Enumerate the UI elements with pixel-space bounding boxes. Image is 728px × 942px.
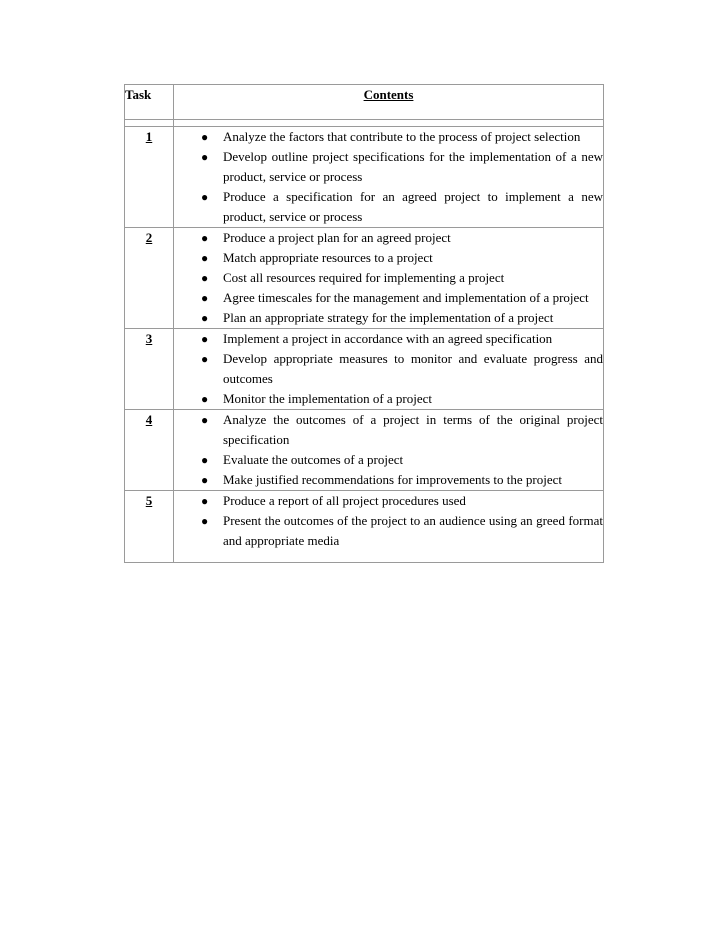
bullet-list <box>174 410 603 490</box>
list-item-text: Analyze the outcomes of a project in terms of the original project specification <box>223 412 603 447</box>
table-header-row <box>125 85 604 120</box>
task-contents <box>174 329 604 410</box>
header-contents: Contents <box>174 85 604 120</box>
list-item <box>174 187 603 227</box>
list-item-text: Cost all resources required for implementing a project <box>223 270 505 285</box>
bullet-list <box>174 491 603 551</box>
list-item <box>174 470 603 490</box>
bullet-icon: ● <box>201 251 209 265</box>
table-body <box>125 120 604 563</box>
list-item <box>174 410 603 450</box>
list-item-text: Implement a project in accordance with an agreed specification <box>223 331 553 346</box>
table-row <box>125 127 604 228</box>
bullet-list <box>174 228 603 328</box>
spacer-cell <box>174 120 604 127</box>
list-item <box>174 147 603 187</box>
bullet-icon: ● <box>201 130 209 144</box>
list-item <box>174 349 603 389</box>
list-item-text: Develop appropriate measures to monitor and evaluate progress and outcomes <box>223 351 603 386</box>
table-row <box>125 410 604 491</box>
list-item-text: Make justified recommendations for improvements to the project <box>223 472 562 487</box>
bullet-list <box>174 127 603 227</box>
list-item <box>174 329 603 349</box>
task-number: 3 <box>125 329 174 410</box>
list-item-text: Develop outline project specifications for the implementation of a new product, service or process <box>223 149 603 184</box>
bullet-icon: ● <box>201 413 209 427</box>
list-item-text: Evaluate the outcomes of a project <box>223 452 404 467</box>
bullet-icon: ● <box>201 514 209 528</box>
bullet-icon: ● <box>201 494 209 508</box>
bullet-icon: ● <box>201 473 209 487</box>
list-item <box>174 308 603 328</box>
header-spacer <box>125 120 604 127</box>
list-item-text: Produce a specification for an agreed project to implement a new product, service or process <box>223 189 603 224</box>
table-row <box>125 228 604 329</box>
list-item <box>174 228 603 248</box>
bullet-icon: ● <box>201 291 209 305</box>
bullet-icon: ● <box>201 231 209 245</box>
list-item <box>174 491 603 511</box>
task-number: 2 <box>125 228 174 329</box>
spacer-cell <box>125 120 174 127</box>
task-number: 5 <box>125 491 174 563</box>
task-contents <box>174 228 604 329</box>
list-item-text: Present the outcomes of the project to an audience using an greed format and appropriate media <box>223 513 603 548</box>
task-number: 1 <box>125 127 174 228</box>
list-item <box>174 288 603 308</box>
bullet-icon: ● <box>201 190 209 204</box>
list-item <box>174 268 603 288</box>
list-item-text: Produce a project plan for an agreed project <box>223 230 451 245</box>
task-number: 4 <box>125 410 174 491</box>
list-item-text: Monitor the implementation of a project <box>223 391 433 406</box>
task-contents <box>174 491 604 563</box>
list-item <box>174 511 603 551</box>
bullet-list <box>174 329 603 409</box>
list-item <box>174 127 603 147</box>
task-contents <box>174 410 604 491</box>
list-item-text: Agree timescales for the management and implementation of a project <box>223 290 589 305</box>
task-contents <box>174 127 604 228</box>
table-row <box>125 491 604 563</box>
list-item-text: Plan an appropriate strategy for the implementation of a project <box>223 310 554 325</box>
bullet-icon: ● <box>201 150 209 164</box>
list-item-text: Analyze the factors that contribute to the process of project selection <box>223 129 581 144</box>
bullet-icon: ● <box>201 392 209 406</box>
bullet-icon: ● <box>201 453 209 467</box>
list-item <box>174 248 603 268</box>
bullet-icon: ● <box>201 311 209 325</box>
list-item <box>174 389 603 409</box>
header-task: Task <box>125 85 174 120</box>
task-contents-table <box>124 84 604 563</box>
bullet-icon: ● <box>201 352 209 366</box>
bullet-icon: ● <box>201 332 209 346</box>
list-item <box>174 450 603 470</box>
list-item-text: Match appropriate resources to a project <box>223 250 433 265</box>
list-item-text: Produce a report of all project procedures used <box>223 493 466 508</box>
bullet-icon: ● <box>201 271 209 285</box>
table-row <box>125 329 604 410</box>
